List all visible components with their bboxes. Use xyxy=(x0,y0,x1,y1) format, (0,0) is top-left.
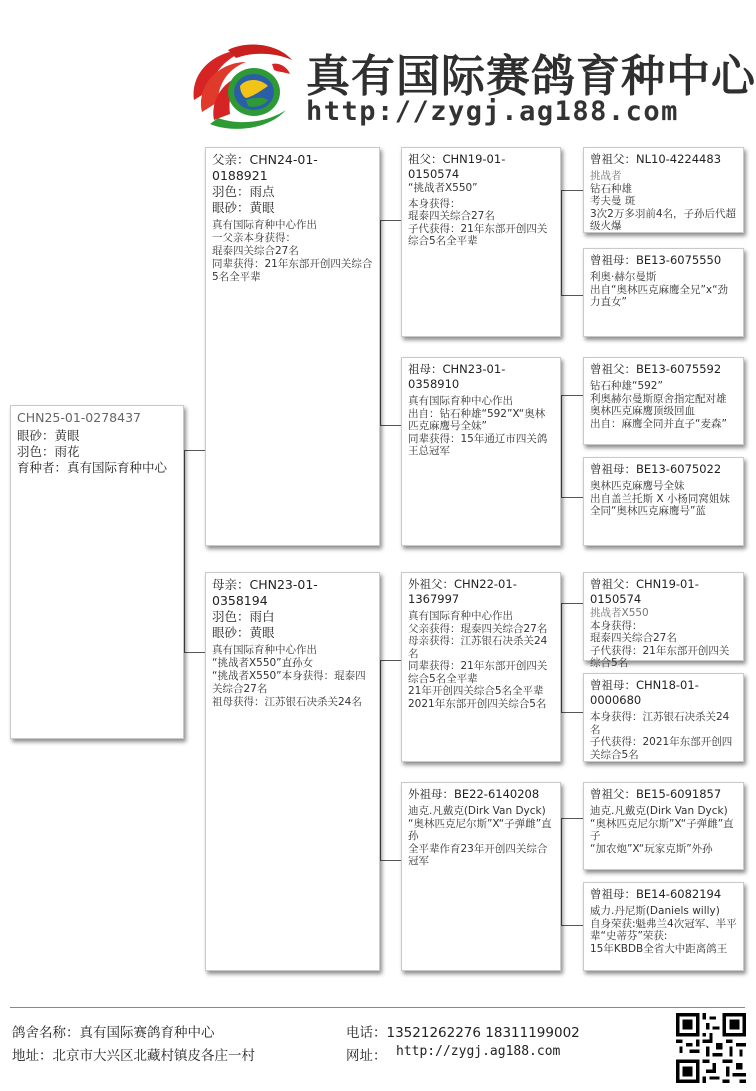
footer-divider xyxy=(10,1007,745,1008)
great-grandparent-notes-4: 奥林匹克麻鹰号全妹 出自盖兰托斯 X 小杨同窝姐妹 全同“奥林匹克麻鹰号”蓝 xyxy=(590,480,730,517)
dam-title: 母亲：CHN23-01-0358194 xyxy=(212,577,318,608)
great-grandparent-title-6: 曾祖母：CHN18-01-0000680 xyxy=(590,678,699,707)
granddam-maternal-card[interactable] xyxy=(401,782,561,971)
dam-color: 羽色：雨白 xyxy=(212,609,275,624)
footer-address: 地址：北京市大兴区北藏村镇皮各庄一村 xyxy=(12,1048,255,1064)
great-grandparent-notes-7: 迪克.凡戴克(Dirk Van Dyck) “奥林匹克尼尔斯”X“子弹雌”直子 “加农炮”X“玩家克斯”外孙 xyxy=(590,805,734,855)
dam-notes: 真有国际育种中心作出 “挑战者X550”直孙女 “挑战者X550”本身获得：琨泰四关综合27名 祖母获得：江苏银石决杀关24名 xyxy=(212,644,366,708)
great-grandparent-grey-note-5: 挑战者X550 xyxy=(590,607,649,619)
grandsire-paternal-notes: 本身获得： 琨泰四关综合27名 子代获得：21年东部开创四关综合5名全平辈 xyxy=(408,197,548,247)
subject-breeder: 育种者：真有国际育种中心 xyxy=(17,460,168,475)
great-grandparent-title-5: 曾祖父：CHN19-01-0150574 xyxy=(590,577,699,606)
grandsire-paternal-title: 祖父：CHN19-01-0150574 xyxy=(408,152,506,181)
great-grandparent-card-8[interactable] xyxy=(583,882,744,971)
great-grandparent-notes-2: 利奥·赫尔曼斯 出自“奥林匹克麻鹰全兄”x“劲力直女” xyxy=(590,271,729,308)
great-grandparent-card-6[interactable] xyxy=(583,673,744,762)
grandsire-maternal-notes: 真有国际育种中心作出 父亲获得：琨泰四关综合27名 母亲获得：江苏银石决杀关24名 同辈获得：21年东部开创四关综合5名全平辈 21年开创四关综合5名全平辈 2021年东部开创四关综合5名 xyxy=(408,610,548,710)
loft-title: 真有国际赛鸽育种中心 xyxy=(306,51,756,102)
granddam-maternal-title: 外祖母：BE22-6140208 xyxy=(408,787,540,801)
dam-card[interactable] xyxy=(205,572,380,971)
grandsire-paternal-card[interactable] xyxy=(401,147,561,337)
grandsire-paternal-subtitle: “挑战者X550” xyxy=(408,182,478,194)
grandsire-maternal-card[interactable] xyxy=(401,572,561,762)
sire-color: 羽色：雨点 xyxy=(212,184,275,199)
great-grandparent-title-1: 曾祖父：NL10-4224483 xyxy=(590,152,722,166)
footer-phone: 电话：13521262276 18311199002 xyxy=(346,1025,580,1041)
great-grandparent-card-3[interactable] xyxy=(583,357,744,445)
granddam-paternal-title: 祖母：CHN23-01-0358910 xyxy=(408,362,506,391)
great-grandparent-card-7[interactable] xyxy=(583,782,744,870)
subject-pigeon-card[interactable] xyxy=(10,405,184,739)
great-grandparent-notes-3: 钻石种雄“592” 利奥赫尔曼斯原舍指定配对雄 奥林匹克麻鹰顶级回血 出自：麻鹰全同并直子“麦森” xyxy=(590,380,727,430)
great-grandparent-title-7: 曾祖父：BE15-6091857 xyxy=(590,787,722,801)
great-grandparent-notes-6: 本身获得：江苏银石决杀关24名 子代获得：2021年东部开创四关综合5名 xyxy=(590,711,733,761)
sire-title: 父亲：CHN24-01-0188921 xyxy=(212,152,318,183)
sire-notes: 真有国际育种中心作出 一父亲本身获得： 琨泰四关综合27名 同辈获得：21年东部开创四关综合5名全平辈 xyxy=(212,219,373,283)
qr-code xyxy=(676,1013,746,1083)
loft-logo xyxy=(188,40,296,132)
footer-website-link[interactable]: http://zygj.ag188.com xyxy=(396,1044,561,1059)
great-grandparent-title-2: 曾祖母：BE13-6075550 xyxy=(590,253,722,267)
great-grandparent-card-4[interactable] xyxy=(583,457,744,546)
great-grandparent-title-4: 曾祖母：BE13-6075022 xyxy=(590,462,722,476)
footer-website-label: 网址： xyxy=(346,1048,387,1064)
great-grandparent-notes-8: 威力.丹尼斯(Daniels willy) 自身荣获:魁弗兰4次冠军、半平辈“史蒂芬”荣获: 15年KBDB全省大中距离鸽王 xyxy=(590,905,737,955)
granddam-paternal-card[interactable] xyxy=(401,357,561,546)
great-grandparent-grey-note-1: 挑战者 xyxy=(590,170,622,182)
great-grandparent-notes-5: 本身获得： 琨泰四关综合27名 子代获得：21年东部开创四关综合5名 xyxy=(590,619,730,669)
sire-eye: 眼砂：黄眼 xyxy=(212,200,275,215)
subject-color: 羽色：雨花 xyxy=(17,444,80,459)
subject-ring-number: CHN25-01-0278437 xyxy=(17,410,141,425)
dam-eye: 眼砂：黄眼 xyxy=(212,625,275,640)
great-grandparent-title-8: 曾祖母：BE14-6082194 xyxy=(590,887,722,901)
granddam-maternal-notes: 迪克.凡戴克(Dirk Van Dyck) “奥林匹克尼尔斯”X“子弹雌”直孙 全平辈作育23年开创四关综合冠军 xyxy=(408,805,552,867)
great-grandparent-notes-1: 钻石种雄 考夫曼 斑 3次2万多羽前4名，子孙后代超级火爆 xyxy=(590,182,737,232)
grandsire-maternal-title: 外祖父：CHN22-01-1367997 xyxy=(408,577,517,606)
loft-url[interactable]: http://zygj.ag188.com xyxy=(306,96,679,127)
footer-loft-name: 鸽舍名称：真有国际赛鸽育种中心 xyxy=(12,1025,215,1041)
great-grandparent-card-2[interactable] xyxy=(583,248,744,337)
subject-eye: 眼砂：黄眼 xyxy=(17,428,80,443)
great-grandparent-card-5[interactable] xyxy=(583,572,744,669)
great-grandparent-title-3: 曾祖父：BE13-6075592 xyxy=(590,362,722,376)
granddam-paternal-notes: 真有国际育种中心作出 出自：钻石种雄“592”X“奥林匹克麻鹰号全妹” 同辈获得：15年通辽市四关鸽王总冠军 xyxy=(408,395,548,457)
sire-card[interactable] xyxy=(205,147,380,546)
great-grandparent-card-1[interactable] xyxy=(583,147,744,233)
